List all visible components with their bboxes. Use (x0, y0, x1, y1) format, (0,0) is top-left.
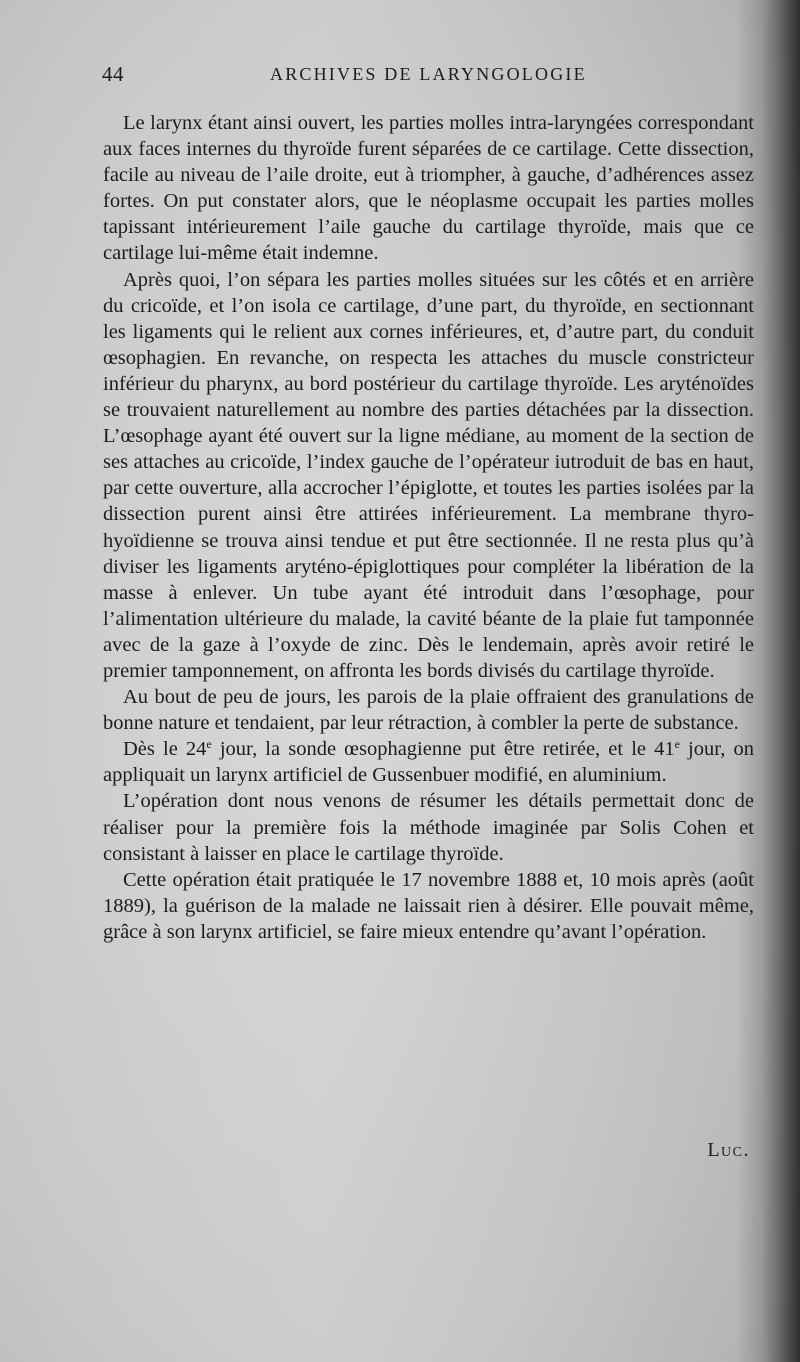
paragraph-4 (103, 736, 754, 788)
running-head (102, 62, 754, 92)
paragraph-4-text-c: jour, on appliquait un larynx artificiel de Gussenbuer modifié, en aluminium. (103, 738, 754, 787)
body-text (103, 110, 754, 945)
paragraph-5: L’opération dont nous venons de résumer les détails permettait donc de réaliser pour la première fois la méthode imaginée par Solis Cohen et consistant à laisser en place le cartilage thyroïde. (103, 790, 754, 865)
paragraph-3: Au bout de peu de jours, les parois de la plaie offraient des granulations de bonne nature et tendaient, par leur rétraction, à combler la perte de substance. (103, 686, 754, 735)
paragraph-4-text-b: jour, la sonde œsophagienne put être retirée, et le 41 (211, 738, 675, 761)
journal-title: ARCHIVES DE LARYNGOLOGIE (270, 64, 587, 84)
ordinal-suffix: e (674, 737, 680, 752)
paragraph-4-text-a: Dès le 24 (123, 738, 207, 761)
ordinal-suffix: e (206, 737, 212, 752)
paragraph-6: Cette opération était pratiquée le 17 novembre 1888 et, 10 mois après (août 1889), la guérison de la malade ne laissait rien à désirer. Elle pouvait même, grâce à son larynx artificiel, se faire mieux entendre qu’avant l’opération. (103, 868, 754, 943)
author-signature: Luc. (707, 1139, 750, 1161)
page-edge-shadow (762, 0, 800, 1362)
paragraph-1: Le larynx étant ainsi ouvert, les parties molles intra-laryngées correspondant aux faces internes du thyroïde furent séparées de ce cartilage. Cette dissection, facile au niveau de l’aile droite, eut à triompher, à gauche, d’adhérences assez fortes. On put constater alors, que le néoplasme occupait les parties molles tapissant intérieurement l’aile gauche du cartilage thyroïde, mais que ce cartilage lui-même était indemne. (103, 112, 754, 265)
page-number: 44 (102, 62, 124, 86)
paragraph-2: Après quoi, l’on sépara les parties molles situées sur les côtés et en arrière du cricoïde, et l’on isola ce cartilage, d’une part, du thyroïde, en sectionnant les ligaments qui le relient aux cornes inférieures, et, d’autre part, du conduit œsophagien. En revanche, on respecta les attaches du muscle constricteur inférieur du pharynx, au bord postérieur du cartilage thyroïde. Les aryténoïdes se trouvaient naturellement au nombre des parties détachées par la dissection. L’œsophage ayant été ouvert sur la ligne médiane, au moment de la section de ses attaches au cricoïde, l’index gauche de l’opérateur iutroduit de bas en haut, par cette ouverture, alla accrocher l’épiglotte, et toutes les parties isolées par la dissection purent ainsi être attirées inférieurement. La membrane thyro-hyoïdienne se trouva ainsi tendue et put être sectionnée. Il ne resta plus qu’à diviser les ligaments aryténo-épiglottiques pour compléter la libération de la masse à enlever. Un tube ayant été introduit dans l’œsophage, pour l’alimentation ultérieure du malade, la cavité béante de la plaie fut tamponnée avec de la gaze à l’oxyde de zinc. Dès le lendemain, après avoir retiré le premier tamponnement, on affronta les bords divisés du cartilage thyroïde. (103, 268, 754, 682)
